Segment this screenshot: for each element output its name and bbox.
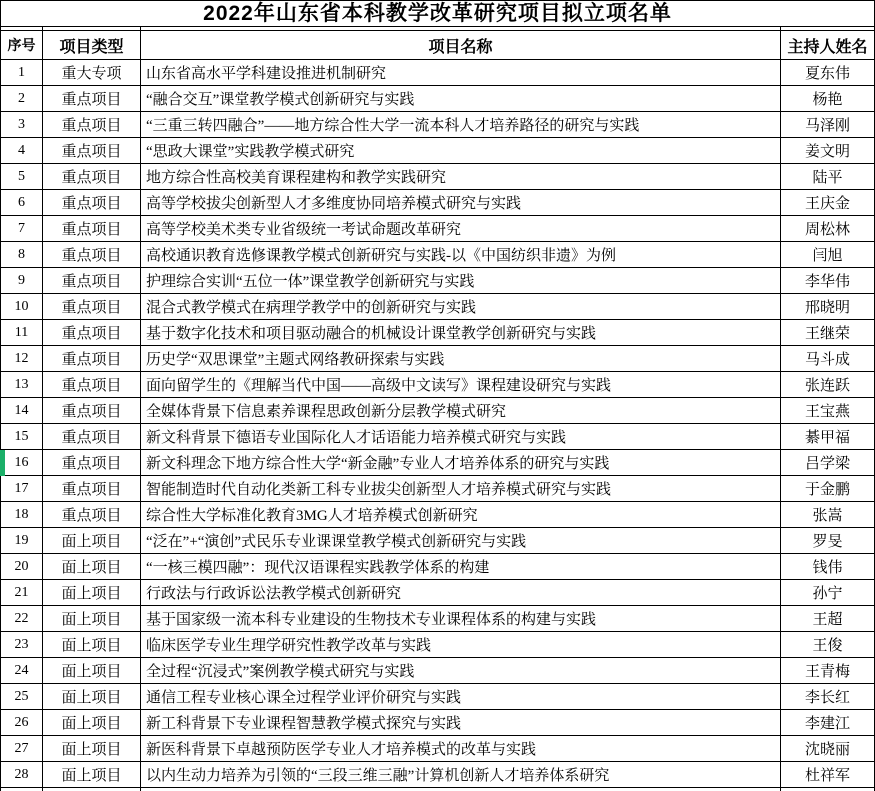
cell-leader-name: 綦甲福 [781, 424, 874, 450]
row-highlight-marker [0, 450, 5, 476]
cell-project-type: 面上项目 [43, 736, 141, 762]
table-row [1, 190, 874, 216]
table-row [1, 216, 874, 242]
cell-project-type: 重点项目 [43, 164, 141, 190]
table-body [1, 60, 874, 788]
cell-seq-number: 11 [1, 320, 43, 346]
cell-leader-name: 夏东伟 [781, 60, 874, 86]
cell-seq-number: 3 [1, 112, 43, 138]
cell-seq-number: 5 [1, 164, 43, 190]
table-row [1, 762, 874, 788]
table-row [1, 710, 874, 736]
cell-project-type: 重点项目 [43, 138, 141, 164]
cell-project-name: “一核三模四融”：现代汉语课程实践教学体系的构建 [141, 554, 781, 580]
cell-leader-name: 吕学梁 [781, 450, 874, 476]
cell-leader-name: 姜文明 [781, 138, 874, 164]
cell-leader-name: 沈晓丽 [781, 736, 874, 762]
column-header-type: 项目类型 [43, 31, 141, 60]
cell-seq-number: 22 [1, 606, 43, 632]
table-row [1, 398, 874, 424]
table-row [1, 320, 874, 346]
cell-leader-name: 王庆金 [781, 190, 874, 216]
cell-leader-name: 陆平 [781, 164, 874, 190]
cell-project-type: 重大专项 [43, 60, 141, 86]
cell-project-name: 基于国家级一流本科专业建设的生物技术专业课程体系的构建与实践 [141, 606, 781, 632]
cell-project-type: 面上项目 [43, 554, 141, 580]
cell-project-name: 新文科背景下德语专业国际化人才话语能力培养模式研究与实践 [141, 424, 781, 450]
column-header-no: 序号 [1, 31, 43, 60]
cell-project-name: 山东省高水平学科建设推进机制研究 [141, 60, 781, 86]
cell-project-name: 通信工程专业核心课全过程学业评价研究与实践 [141, 684, 781, 710]
cell-project-type: 重点项目 [43, 502, 141, 528]
table-row [1, 424, 874, 450]
cell-project-type: 面上项目 [43, 684, 141, 710]
cell-leader-name: 王超 [781, 606, 874, 632]
cell-project-type: 重点项目 [43, 242, 141, 268]
cell-project-name: “思政大课堂”实践教学模式研究 [141, 138, 781, 164]
table-row [1, 684, 874, 710]
cell-seq-number: 12 [1, 346, 43, 372]
cell-project-name: “泛在”+“演创”式民乐专业课课堂教学模式创新研究与实践 [141, 528, 781, 554]
cell-project-name: 行政法与行政诉讼法教学模式创新研究 [141, 580, 781, 606]
cell-project-name: 高等学校拔尖创新型人才多维度协同培养模式研究与实践 [141, 190, 781, 216]
cell-leader-name: 李建江 [781, 710, 874, 736]
table-row [1, 60, 874, 86]
table-row [1, 346, 874, 372]
cell-project-name: 智能制造时代自动化类新工科专业拔尖创新型人才培养模式研究与实践 [141, 476, 781, 502]
table-row [1, 112, 874, 138]
cell-leader-name: 王俊 [781, 632, 874, 658]
cell-project-name: 新医科背景下卓越预防医学专业人才培养模式的改革与实践 [141, 736, 781, 762]
table-row [1, 268, 874, 294]
cell-leader-name: 张嵩 [781, 502, 874, 528]
cell-leader-name: 钱伟 [781, 554, 874, 580]
cell-project-name: 全过程“沉浸式”案例教学模式研究与实践 [141, 658, 781, 684]
table-row [1, 580, 874, 606]
column-header-name: 项目名称 [141, 31, 781, 60]
cell-project-name: 临床医学专业生理学研究性教学改革与实践 [141, 632, 781, 658]
cell-leader-name: 杜祥军 [781, 762, 874, 788]
cell-project-name: 以内生动力培养为引领的“三段三维三融”计算机创新人才培养体系研究 [141, 762, 781, 788]
table-row [1, 528, 874, 554]
cell-leader-name: 孙宁 [781, 580, 874, 606]
cell-seq-number: 14 [1, 398, 43, 424]
table-row [1, 736, 874, 762]
cell-project-type: 面上项目 [43, 710, 141, 736]
cell-project-type: 重点项目 [43, 268, 141, 294]
table-row [1, 294, 874, 320]
table-row [1, 606, 874, 632]
cell-project-name: 混合式教学模式在病理学教学中的创新研究与实践 [141, 294, 781, 320]
cell-seq-number: 7 [1, 216, 43, 242]
table-row [1, 86, 874, 112]
cell-project-type: 重点项目 [43, 424, 141, 450]
cell-seq-number: 27 [1, 736, 43, 762]
table-row [1, 164, 874, 190]
table-row [1, 476, 874, 502]
cell-seq-number: 21 [1, 580, 43, 606]
cell-project-type: 重点项目 [43, 190, 141, 216]
cell-seq-number: 4 [1, 138, 43, 164]
cell-seq-number: 16 [1, 450, 43, 476]
cell-project-type: 重点项目 [43, 294, 141, 320]
cell-seq-number: 1 [1, 60, 43, 86]
cell-leader-name: 闫旭 [781, 242, 874, 268]
cell-leader-name: 李长红 [781, 684, 874, 710]
cell-leader-name: 于金鹏 [781, 476, 874, 502]
cell-project-type: 面上项目 [43, 528, 141, 554]
cell-project-name: 基于数字化技术和项目驱动融合的机械设计课堂教学创新研究与实践 [141, 320, 781, 346]
cell-project-type: 重点项目 [43, 372, 141, 398]
table-row [1, 658, 874, 684]
table-header-row [1, 31, 874, 60]
cell-project-type: 面上项目 [43, 606, 141, 632]
cell-project-type: 重点项目 [43, 346, 141, 372]
cell-seq-number: 26 [1, 710, 43, 736]
cell-project-name: 护理综合实训“五位一体”课堂教学创新研究与实践 [141, 268, 781, 294]
cell-seq-number: 23 [1, 632, 43, 658]
cell-project-type: 面上项目 [43, 762, 141, 788]
cell-leader-name: 周松林 [781, 216, 874, 242]
cell-seq-number: 17 [1, 476, 43, 502]
cell-project-name: 高等学校美术类专业省级统一考试命题改革研究 [141, 216, 781, 242]
cell-seq-number: 19 [1, 528, 43, 554]
cell-seq-number: 8 [1, 242, 43, 268]
page-title: 2022年山东省本科教学改革研究项目拟立项名单 [1, 1, 874, 27]
cell-leader-name: 李华伟 [781, 268, 874, 294]
cell-seq-number: 9 [1, 268, 43, 294]
cell-leader-name: 王继荣 [781, 320, 874, 346]
cell-leader-name: 马斗成 [781, 346, 874, 372]
cell-project-name: 高校通识教育选修课教学模式创新研究与实践-以《中国纺织非遗》为例 [141, 242, 781, 268]
cell-project-name: 新工科背景下专业课程智慧教学模式探究与实践 [141, 710, 781, 736]
table-row [1, 138, 874, 164]
cell-project-type: 重点项目 [43, 112, 141, 138]
cell-seq-number: 2 [1, 86, 43, 112]
cell-project-type: 重点项目 [43, 398, 141, 424]
cell-leader-name: 王宝燕 [781, 398, 874, 424]
table-row [1, 372, 874, 398]
cell-leader-name: 张连跃 [781, 372, 874, 398]
cell-leader-name: 邢晓明 [781, 294, 874, 320]
cell-project-type: 重点项目 [43, 320, 141, 346]
cell-leader-name: 杨艳 [781, 86, 874, 112]
cell-seq-number: 25 [1, 684, 43, 710]
cell-project-name: 面向留学生的《理解当代中国——高级中文读写》课程建设研究与实践 [141, 372, 781, 398]
column-header-leader: 主持人姓名 [781, 31, 874, 60]
cell-project-name: “三重三转四融合”——地方综合性大学一流本科人才培养路径的研究与实践 [141, 112, 781, 138]
cell-project-type: 重点项目 [43, 216, 141, 242]
cell-seq-number: 28 [1, 762, 43, 788]
cell-seq-number: 15 [1, 424, 43, 450]
cell-seq-number: 24 [1, 658, 43, 684]
cell-project-name: 历史学“双思课堂”主题式网络教研探索与实践 [141, 346, 781, 372]
table-row [1, 554, 874, 580]
cell-seq-number: 13 [1, 372, 43, 398]
table-row [1, 242, 874, 268]
cell-project-type: 重点项目 [43, 476, 141, 502]
cell-seq-number: 6 [1, 190, 43, 216]
cell-project-type: 重点项目 [43, 450, 141, 476]
cell-seq-number: 18 [1, 502, 43, 528]
cell-leader-name: 王青梅 [781, 658, 874, 684]
cell-project-name: 地方综合性高校美育课程建构和教学实践研究 [141, 164, 781, 190]
cell-project-type: 面上项目 [43, 580, 141, 606]
table-row [1, 450, 874, 476]
cell-project-type: 面上项目 [43, 658, 141, 684]
cell-project-name: “融合交互”课堂教学模式创新研究与实践 [141, 86, 781, 112]
cell-project-type: 重点项目 [43, 86, 141, 112]
cell-project-type: 面上项目 [43, 632, 141, 658]
cell-leader-name: 罗旻 [781, 528, 874, 554]
cell-seq-number: 20 [1, 554, 43, 580]
cell-project-name: 全媒体背景下信息素养课程思政创新分层教学模式研究 [141, 398, 781, 424]
cell-project-name: 新文科理念下地方综合性大学“新金融”专业人才培养体系的研究与实践 [141, 450, 781, 476]
cell-seq-number: 10 [1, 294, 43, 320]
table-row [1, 502, 874, 528]
cell-project-name: 综合性大学标准化教育3MG人才培养模式创新研究 [141, 502, 781, 528]
table-row [1, 632, 874, 658]
cell-leader-name: 马泽刚 [781, 112, 874, 138]
